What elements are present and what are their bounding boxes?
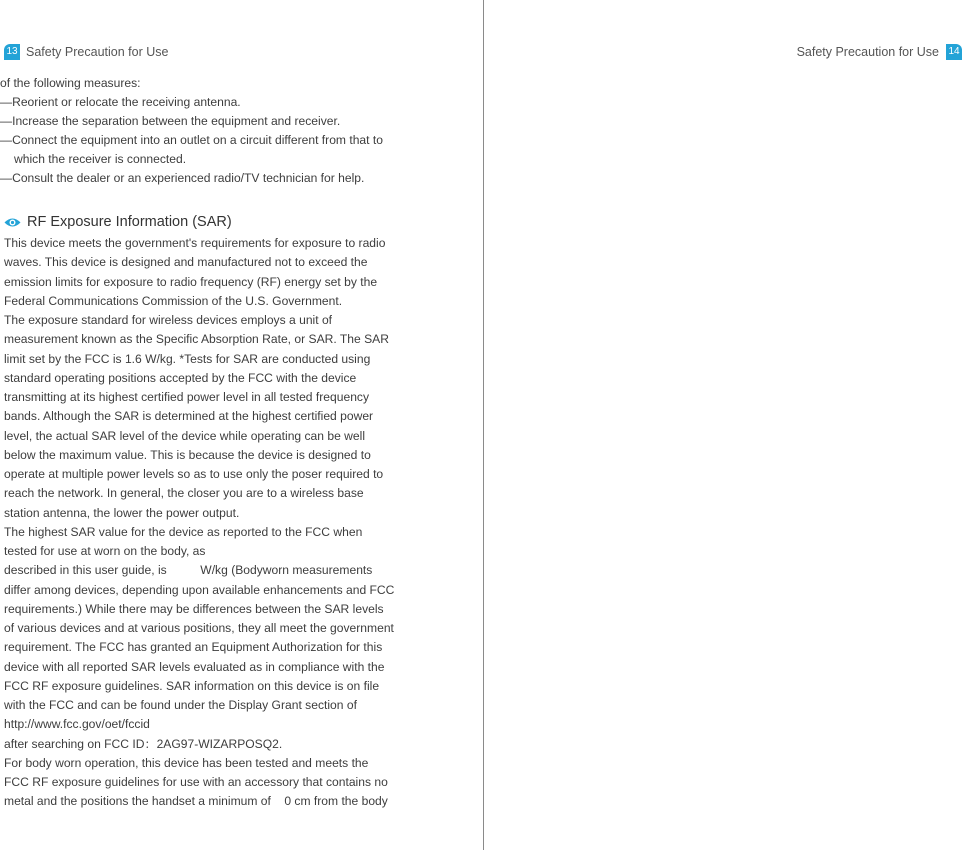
text-line: Federal Communications Commission of the U.S. Government.	[4, 293, 343, 308]
text-line: FCC RF exposure guidelines for use with an accessory that contains no	[4, 775, 388, 789]
text-line: limit set by the FCC is 1.6 W/kg. *Tests for SAR are conducted using	[4, 351, 371, 366]
text-line: station antenna, the lower the power output.	[4, 505, 240, 520]
list-item: of the following measures:	[0, 76, 141, 90]
text-line: with the FCC and can be found under the Display Grant section of	[4, 698, 357, 712]
measures-list	[0, 74, 470, 188]
text-line: emission limits for exposure to radio frequency (RF) energy set by the	[4, 274, 378, 289]
list-item: —Connect the equipment into an outlet on a circuit different from that to	[0, 133, 383, 147]
text-line: device with all reported SAR levels evaluated as in compliance with the	[4, 659, 385, 674]
page-header-title-right: Safety Precaution for Use	[796, 45, 939, 59]
text-line: FCC RF exposure guidelines. SAR information on this device is on file	[4, 678, 380, 693]
text-line: transmitting at its highest certified power level in all tested frequency	[4, 390, 370, 404]
section-heading	[4, 212, 232, 232]
text-line: below the maximum value. This is because the device is designed to	[4, 447, 371, 462]
page-number-badge-right: 14	[946, 44, 962, 60]
text-line: metal and the positions the handset a minimum of 0 cm from the body	[4, 794, 388, 809]
text-line: after searching on FCC ID：2AG97-WIZARPOSQ2.	[4, 736, 283, 751]
list-item: —Increase the separation between the equipment and receiver.	[0, 114, 341, 128]
text-line: measurement known as the Specific Absorption Rate, or SAR. The SAR	[4, 332, 389, 347]
text-line: tested for use at worn on the body, as	[4, 544, 206, 558]
text-line: waves. This device is designed and manufactured not to exceed the	[4, 255, 368, 270]
text-line: requirement. The FCC has granted an Equipment Authorization for this	[4, 640, 383, 655]
eye-icon	[4, 216, 21, 229]
text-line: level, the actual SAR level of the device while operating can be well	[4, 428, 366, 443]
list-item: which the receiver is connected.	[14, 152, 187, 166]
page-number-badge-left: 13	[4, 44, 20, 60]
list-item: —Consult the dealer or an experienced radio/TV technician for help.	[0, 171, 365, 185]
text-line: differ among devices, depending upon available enhancements and FCC	[4, 582, 395, 597]
text-line: described in this user guide, is W/kg (Bodyworn measurements	[4, 563, 373, 578]
text-line: requirements.) While there may be differences between the SAR levels	[4, 601, 384, 616]
text-line: This device meets the government's requirements for exposure to radio	[4, 236, 386, 250]
text-line: The highest SAR value for the device as reported to the FCC when	[4, 524, 363, 539]
section-title: RF Exposure Information (SAR)	[27, 214, 232, 230]
text-line: The exposure standard for wireless devices employs a unit of	[4, 313, 333, 327]
list-item: —Reorient or relocate the receiving antenna.	[0, 95, 241, 109]
page-divider	[483, 0, 484, 850]
text-line: of various devices and at various positions, they all meet the government	[4, 621, 394, 635]
text-line: bands. Although the SAR is determined at the highest certified power	[4, 409, 374, 424]
text-line: reach the network. In general, the closer you are to a wireless base	[4, 486, 364, 501]
body-text	[4, 234, 474, 812]
text-line: operate at multiple power levels so as to use only the poser required to	[4, 467, 384, 481]
fcc-url-link[interactable]: http://www.fcc.gov/oet/fccid	[4, 717, 150, 732]
text-line: For body worn operation, this device has been tested and meets the	[4, 755, 369, 770]
text-line: standard operating positions accepted by the FCC with the device	[4, 370, 357, 385]
page-header-title-left: Safety Precaution for Use	[26, 45, 169, 59]
